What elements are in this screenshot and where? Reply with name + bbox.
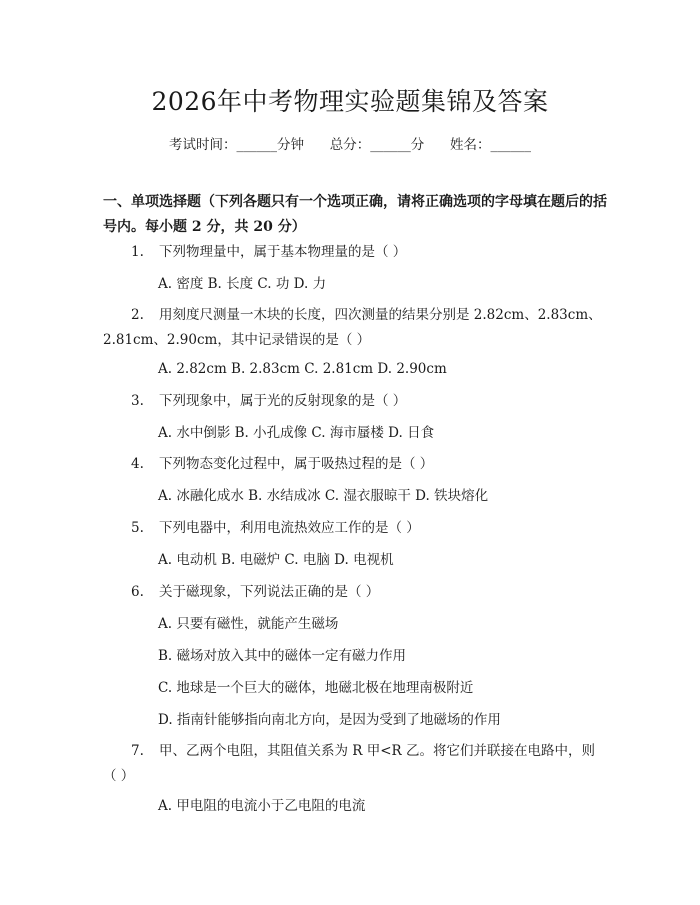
- question-stem: [103, 739, 605, 789]
- question-number: 5.: [131, 520, 144, 536]
- question-text: 关于磁现象，下列说法正确的是（ ）: [159, 584, 380, 600]
- question-text: 用刻度尺测量一木块的长度，四次测量的结果分别是 2.82cm、2.83cm、2.81cm、2.90cm，其中记录错误的是（ ）: [103, 307, 602, 348]
- question-number: 1.: [131, 244, 144, 260]
- option-b: B. 磁场对放入其中的磁体一定有磁力作用: [158, 648, 407, 664]
- question-number: 6.: [131, 584, 144, 600]
- question-stem: [131, 580, 379, 604]
- question-number: 2.: [131, 307, 144, 323]
- exam-info-line: [0, 133, 700, 153]
- document-title: 2026年中考物理实验题集锦及答案: [151, 87, 549, 116]
- question-text: 下列电器中，利用电流热效应工作的是（ ）: [159, 520, 420, 536]
- question-stem: [103, 303, 605, 353]
- question-text: 下列物理量中，属于基本物理量的是（ ）: [159, 244, 407, 260]
- question-text: 下列现象中，属于光的反射现象的是（ ）: [159, 393, 407, 409]
- question-number: 3.: [131, 393, 144, 409]
- total-score-field: 总分：______分: [329, 137, 425, 153]
- question-options: A. 冰融化成水 B. 水结成冰 C. 湿衣服晾干 D. 铁块熔化: [158, 488, 489, 504]
- question-options: A. 2.82cm B. 2.83cm C. 2.81cm D. 2.90cm: [158, 361, 447, 377]
- option-c: C. 地球是一个巨大的磁体，地磁北极在地理南极附近: [158, 680, 474, 696]
- option-d: D. 指南针能够指向南北方向，是因为受到了地磁场的作用: [158, 712, 501, 728]
- question-options: A. 密度 B. 长度 C. 功 D. 力: [158, 276, 327, 292]
- question-options: A. 电动机 B. 电磁炉 C. 电脑 D. 电视机: [158, 552, 394, 568]
- question-stem: [131, 516, 420, 540]
- question-options: A. 水中倒影 B. 小孔成像 C. 海市蜃楼 D. 日食: [158, 425, 435, 441]
- question-number: 7.: [131, 743, 144, 759]
- question-stem: [131, 452, 433, 476]
- question-stem: [131, 240, 406, 264]
- question-options: A. 甲电阻的电流小于乙电阻的电流: [158, 798, 366, 814]
- question-number: 4.: [131, 456, 144, 472]
- question-stem: [131, 389, 406, 413]
- option-a: A. 只要有磁性，就能产生磁场: [158, 616, 339, 632]
- name-field: 姓名：______: [450, 137, 531, 153]
- section-header: 一、单项选择题（下列各题只有一个选项正确，请将正确选项的字母填在题后的括号内。每小题 2 分，共 20 分）: [103, 194, 607, 235]
- question-text: 甲、乙两个电阻，其阻值关系为 R 甲<R 乙。将它们并联接在电路中，则（ ）: [103, 743, 596, 784]
- exam-time-field: 考试时间：______分钟: [169, 137, 304, 153]
- question-text: 下列物态变化过程中，属于吸热过程的是（ ）: [159, 456, 434, 472]
